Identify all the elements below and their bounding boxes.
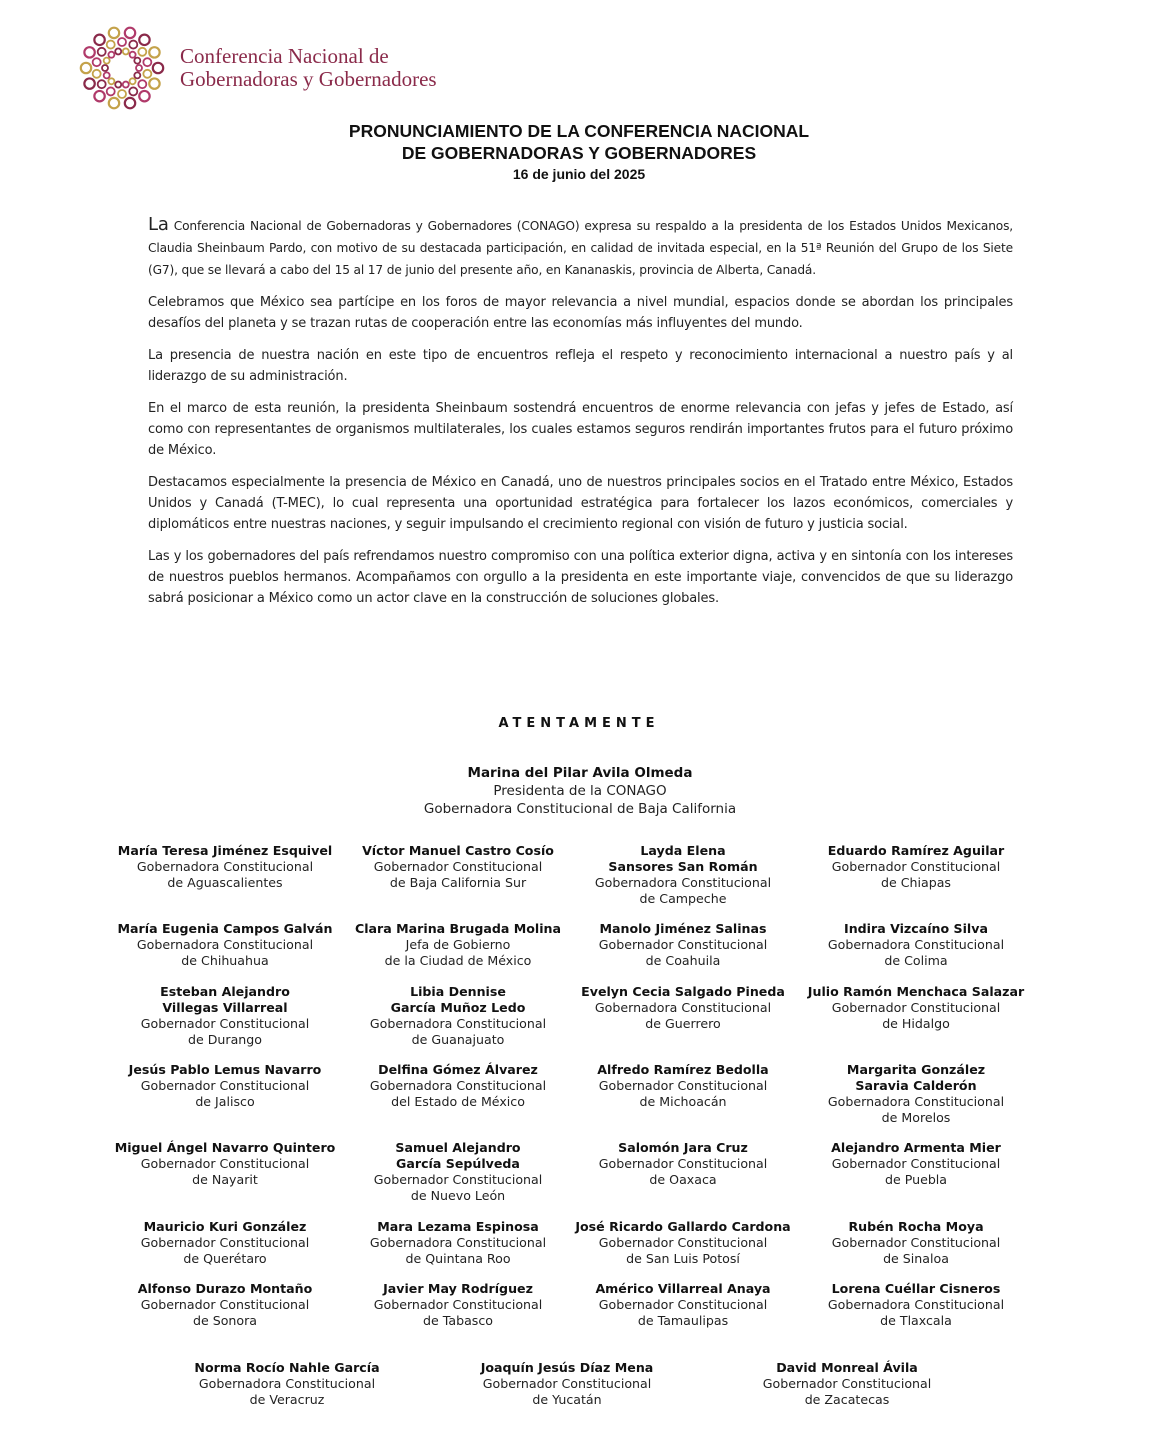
signatory-state: de Sinaloa <box>883 1251 949 1266</box>
signatory-name: Víctor Manuel Castro Cosío <box>362 843 554 858</box>
signatory-name: Sansores San Román <box>608 859 758 874</box>
signatory <box>338 1140 578 1204</box>
signatory-state: de Guerrero <box>645 1016 721 1031</box>
signatory-state: de Morelos <box>881 1110 951 1125</box>
signatory-name: Joaquín Jesús Díaz Mena <box>480 1360 654 1375</box>
signatory-state: de Aguascalientes <box>167 875 283 890</box>
signatory <box>105 1219 345 1267</box>
signatory-role: Gobernadora Constitucional <box>827 1094 1005 1109</box>
organization-name <box>180 45 437 91</box>
signatory <box>338 984 578 1048</box>
signatory-state: del Estado de México <box>391 1094 525 1109</box>
document-body <box>148 214 1013 620</box>
paragraph-4: En el marco de esta reunión, la presidenta Sheinbaum sostendrá encuentros de enorme relevancia con jefas y jefes de Estado, así como con representantes de organismos multilaterales, los cuales estamos seguros rendirán importantes frutos para el futuro próximo de México. <box>148 401 1013 458</box>
signatory <box>796 1219 1036 1267</box>
signatory-role: Gobernador Constitucional <box>140 1156 310 1171</box>
signatory-state: de Querétaro <box>183 1251 267 1266</box>
paragraph-1-initial: La <box>148 214 169 235</box>
signatory-name: Layda Elena <box>640 843 726 858</box>
paragraph-1-text: Conferencia Nacional de Gobernadoras y Gobernadores (CONAGO) expresa su respaldo a la presidenta de los Estados Unidos Mexicanos, Claudia Sheinbaum Pardo, con motivo de su destacada participación, en calidad de invitada especial, en la 51ª Reunión del Grupo de los Siete (G7), que se llevará a cabo del 15 al 17 de junio del presente año, en Kananaskis, provincia de Alberta, Canadá. <box>148 219 1013 277</box>
signatory-name: Manolo Jiménez Salinas <box>599 921 767 936</box>
signatory-role: Gobernador Constitucional <box>598 1156 768 1171</box>
president-title: Gobernadora Constitucional de Baja California <box>423 801 737 817</box>
signatory <box>796 984 1036 1032</box>
signatory <box>338 843 578 891</box>
signatory-state: de Yucatán <box>532 1392 602 1407</box>
signatory-name: García Sepúlveda <box>396 1156 520 1171</box>
signatory-state: de Veracruz <box>249 1392 325 1407</box>
signatory <box>338 1062 578 1110</box>
signatory-state: de Tamaulipas <box>637 1313 729 1328</box>
signatory-role: Gobernador Constitucional <box>598 1078 768 1093</box>
signatory-name: Mara Lezama Espinosa <box>377 1219 539 1234</box>
letterhead <box>74 18 437 118</box>
signatory-state: de Hidalgo <box>882 1016 950 1031</box>
document-title <box>0 120 1158 183</box>
signatory <box>167 1360 407 1408</box>
org-name-line2: Gobernadoras y Gobernadores <box>180 67 437 91</box>
signatory-name: Libia Dennise <box>410 984 506 999</box>
title-line1: PRONUNCIAMIENTO DE LA CONFERENCIA NACIONAL <box>348 121 810 141</box>
signatory-role: Gobernadora Constitucional <box>136 937 314 952</box>
signatory-state: de Durango <box>187 1032 262 1047</box>
signatory-role: Gobernador Constitucional <box>140 1297 310 1312</box>
signatory-state: de Baja California Sur <box>389 875 527 890</box>
signatory-state: de Puebla <box>884 1172 948 1187</box>
signatory-name: Margarita González <box>846 1062 986 1077</box>
signatory-state: de Chiapas <box>880 875 951 890</box>
signatory-role: Gobernador Constitucional <box>482 1376 652 1391</box>
signatory-name: Indira Vizcaíno Silva <box>844 921 988 936</box>
paragraph-2: Celebramos que México sea partícipe en los foros de mayor relevancia a nivel mundial, espacios donde se abordan los principales desafíos del planeta y se trazan rutas de cooperación entre las economías más influyentes del mundo. <box>148 295 1013 331</box>
signatory-role: Gobernador Constitucional <box>831 1156 1001 1171</box>
signatory <box>105 843 345 891</box>
signatory-name: Lorena Cuéllar Cisneros <box>831 1281 1001 1296</box>
president-signature <box>0 764 1158 818</box>
signatory-role: Gobernador Constitucional <box>598 1297 768 1312</box>
signatory-name: Alejandro Armenta Mier <box>831 1140 1001 1155</box>
signatory-role: Gobernadora Constitucional <box>594 1000 772 1015</box>
signatory-state: de Quintana Roo <box>405 1251 511 1266</box>
signatory-name: María Teresa Jiménez Esquivel <box>117 843 333 858</box>
signatory-state: de Oaxaca <box>649 1172 717 1187</box>
signatory-role: Gobernador Constitucional <box>762 1376 932 1391</box>
signatory-state: de Colima <box>884 953 948 968</box>
signatory-name: Alfonso Durazo Montaño <box>137 1281 313 1296</box>
signatory <box>796 921 1036 969</box>
signatory-name: Salomón Jara Cruz <box>618 1140 748 1155</box>
signatory-state: de Chihuahua <box>181 953 269 968</box>
signatory <box>796 1140 1036 1188</box>
signatory <box>105 1140 345 1188</box>
signatory <box>105 984 345 1048</box>
signatory <box>796 843 1036 891</box>
signatory-name: Julio Ramón Menchaca Salazar <box>807 984 1025 999</box>
signatory-role: Gobernador Constitucional <box>831 1000 1001 1015</box>
signatory-name: Delfina Gómez Álvarez <box>378 1062 538 1077</box>
signatory <box>796 1062 1036 1126</box>
org-name-line1: Conferencia Nacional de <box>180 44 389 68</box>
signatory-role: Gobernadora Constitucional <box>594 875 772 890</box>
signatory-name: David Monreal Ávila <box>776 1360 918 1375</box>
signatory-role: Gobernador Constitucional <box>598 1235 768 1250</box>
signatory-role: Gobernador Constitucional <box>373 1297 543 1312</box>
paragraph-3: La presencia de nuestra nación en este tipo de encuentros refleja el respeto y reconocimiento internacional a nuestro país y al liderazgo de su administración. <box>148 348 1013 384</box>
signatory-name: María Eugenia Campos Galván <box>117 921 333 936</box>
president-name: Marina del Pilar Avila Olmeda <box>467 765 693 781</box>
signatory-name: García Muñoz Ledo <box>390 1000 526 1015</box>
signatory-role: Gobernador Constitucional <box>140 1078 310 1093</box>
signatory-state: de Jalisco <box>195 1094 255 1109</box>
signatory <box>105 921 345 969</box>
signatory-name: Clara Marina Brugada Molina <box>354 921 562 936</box>
paragraph-5: Destacamos especialmente la presencia de México en Canadá, uno de nuestros principales socios en el Tratado entre México, Estados Unidos y Canadá (T-MEC), lo cual representa una oportunidad estratégica para fortalecer los lazos económicos, comerciales y diplomáticos entre nuestras naciones, y seguir impulsando el crecimiento regional con visión de futuro y justicia social. <box>148 475 1013 532</box>
signatory-role: Gobernador Constitucional <box>140 1016 310 1031</box>
signatory-role: Gobernador Constitucional <box>831 859 1001 874</box>
signatory <box>727 1360 967 1408</box>
signatory-state: de Campeche <box>639 891 727 906</box>
signatory-role: Gobernador Constitucional <box>140 1235 310 1250</box>
signatory-role: Gobernadora Constitucional <box>827 937 1005 952</box>
signatory-name: Rubén Rocha Moya <box>848 1219 984 1234</box>
signatory-role: Jefa de Gobierno <box>405 937 511 952</box>
signatory <box>563 1219 803 1267</box>
signatory-role: Gobernadora Constitucional <box>827 1297 1005 1312</box>
paragraph-1 <box>148 214 1013 281</box>
signatory-name: Alfredo Ramírez Bedolla <box>597 1062 769 1077</box>
signatory-state: de Nuevo León <box>410 1188 506 1203</box>
signatory <box>338 1281 578 1329</box>
signatory-state: de Michoacán <box>639 1094 727 1109</box>
signatory-state: de Sonora <box>192 1313 258 1328</box>
signatory-state: de Zacatecas <box>804 1392 890 1407</box>
conago-logo-icon <box>74 20 170 116</box>
signatory <box>563 984 803 1032</box>
signatory-state: de Coahuila <box>645 953 721 968</box>
title-line2: DE GOBERNADORAS Y GOBERNADORES <box>401 143 757 163</box>
signatory <box>563 843 803 907</box>
signatory-name: Samuel Alejandro <box>395 1140 521 1155</box>
signatory-name: Evelyn Cecia Salgado Pineda <box>581 984 785 999</box>
signatory-name: Saravia Calderón <box>855 1078 977 1093</box>
signatory-role: Gobernadora Constitucional <box>369 1235 547 1250</box>
signatory-name: Jesús Pablo Lemus Navarro <box>128 1062 322 1077</box>
signatory <box>105 1062 345 1110</box>
closing-salutation: ATENTAMENTE <box>498 716 660 731</box>
signatory-role: Gobernador Constitucional <box>373 859 543 874</box>
signatory-role: Gobernadora Constitucional <box>369 1016 547 1031</box>
signatory-name: Javier May Rodríguez <box>383 1281 533 1296</box>
signatory <box>563 1281 803 1329</box>
signatory-name: Esteban Alejandro <box>160 984 290 999</box>
paragraph-6: Las y los gobernadores del país refrendamos nuestro compromiso con una política exterior digna, activa y en sintonía con los intereses de nuestros pueblos hermanos. Acompañamos con orgullo a la presidenta en este importante viaje, convencidos de que su liderazgo sabrá posicionar a México como un actor clave en la construcción de soluciones globales. <box>148 549 1013 606</box>
president-role: Presidenta de la CONAGO <box>493 783 667 799</box>
signatory <box>338 921 578 969</box>
signatory <box>447 1360 687 1408</box>
signatory-state: de Guanajuato <box>411 1032 505 1047</box>
signatory-role: Gobernadora Constitucional <box>369 1078 547 1093</box>
signatory-state: de Nayarit <box>192 1172 258 1187</box>
signatory-state: de Tabasco <box>423 1313 493 1328</box>
signatory <box>563 921 803 969</box>
signatory-name: Miguel Ángel Navarro Quintero <box>114 1140 336 1155</box>
signatory <box>105 1281 345 1329</box>
signatory-name: Eduardo Ramírez Aguilar <box>827 843 1005 858</box>
signatory-name: Américo Villarreal Anaya <box>595 1281 771 1296</box>
signatory <box>563 1062 803 1110</box>
signatory-role: Gobernador Constitucional <box>831 1235 1001 1250</box>
signatory <box>338 1219 578 1267</box>
signatory-state: de la Ciudad de México <box>384 953 532 968</box>
signatory-state: de Tlaxcala <box>880 1313 952 1328</box>
signatory-name: Norma Rocío Nahle García <box>194 1360 380 1375</box>
signatory-name: José Ricardo Gallardo Cardona <box>575 1219 791 1234</box>
document-date: 16 de junio del 2025 <box>512 166 646 182</box>
signatory-role: Gobernadora Constitucional <box>136 859 314 874</box>
signatory-name: Villegas Villarreal <box>162 1000 288 1015</box>
signatory-role: Gobernador Constitucional <box>373 1172 543 1187</box>
signatory-name: Mauricio Kuri González <box>143 1219 307 1234</box>
signatory-role: Gobernador Constitucional <box>598 937 768 952</box>
signatory-state: de San Luis Potosí <box>626 1251 740 1266</box>
signatory <box>796 1281 1036 1329</box>
signatory-role: Gobernadora Constitucional <box>198 1376 376 1391</box>
signatory <box>563 1140 803 1188</box>
